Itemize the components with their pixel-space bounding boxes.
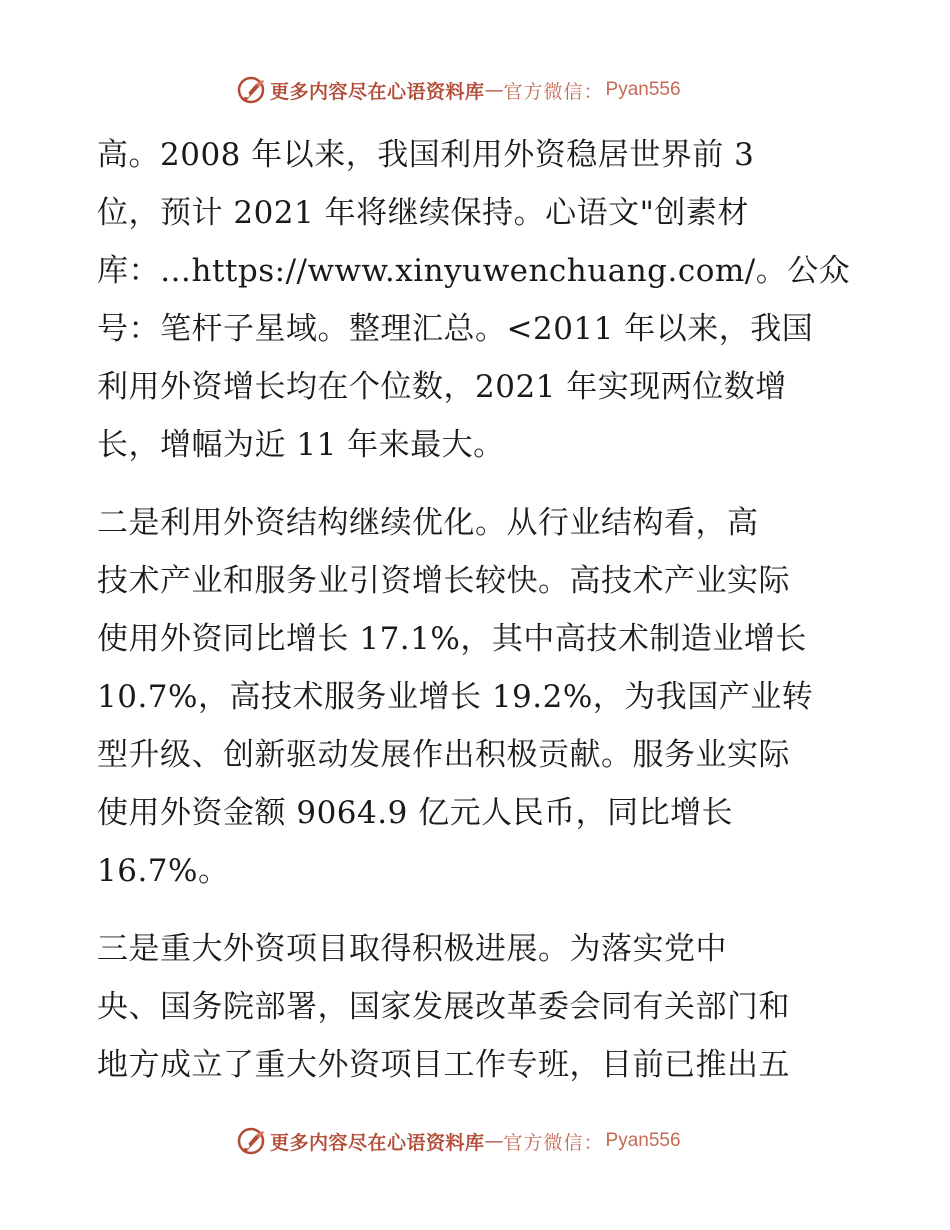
watermark-official-label: 官方微信： [503, 1131, 604, 1154]
text-line: 利用外资增长均在个位数，2021 年实现两位数增 [97, 369, 787, 405]
text-line: 三是重大外资项目取得积极进展。为落实党中 [97, 931, 727, 967]
text-line: 高。2008 年以来，我国利用外资稳居世界前 3 [97, 137, 755, 173]
text-line: 10.7%，高技术服务业增长 19.2%，为我国产业转 [97, 679, 814, 715]
quill-logo-icon [236, 75, 266, 105]
paragraph-2 [97, 494, 857, 900]
watermark-dash: — [484, 1130, 504, 1152]
paragraph-1 [97, 126, 857, 474]
watermark-brand-text: 更多内容尽在心语资料库 [270, 1131, 485, 1154]
text-line: 地方成立了重大外资项目工作专班，目前已推出五 [97, 1047, 790, 1083]
watermark-brand-text: 更多内容尽在心语资料库 [270, 80, 485, 103]
watermark-wechat-id: Pyan556 [605, 79, 681, 100]
quill-logo-icon [236, 1126, 266, 1156]
text-line: 型升级、创新驱动发展作出积极贡献。服务业实际 [97, 737, 790, 773]
text-line: 央、国务院部署，国家发展改革委会同有关部门和 [97, 989, 790, 1025]
text-line: 号：笔杆子星域。整理汇总。<2011 年以来，我国 [97, 311, 814, 347]
text-line: 使用外资金额 9064.9 亿元人民币，同比增长 [97, 795, 734, 831]
watermark-official-label: 官方微信： [503, 80, 604, 103]
document-body [97, 126, 857, 1094]
text-line: 库：…https://www.xinyuwenchuang.com/。公众 [97, 253, 851, 289]
header-watermark [236, 73, 681, 107]
footer-watermark [236, 1124, 681, 1158]
text-line: 使用外资同比增长 17.1%，其中高技术制造业增长 [97, 621, 807, 657]
text-line: 位，预计 2021 年将继续保持。心语文"创素材 [97, 195, 749, 231]
watermark-dash: — [484, 79, 504, 101]
text-line: 长，增幅为近 11 年来最大。 [97, 427, 505, 463]
paragraph-3 [97, 920, 857, 1094]
watermark-wechat-id: Pyan556 [605, 1130, 681, 1151]
text-line: 技术产业和服务业引资增长较快。高技术产业实际 [97, 563, 790, 599]
text-line: 二是利用外资结构继续优化。从行业结构看，高 [97, 505, 759, 541]
text-line: 16.7%。 [97, 853, 230, 889]
